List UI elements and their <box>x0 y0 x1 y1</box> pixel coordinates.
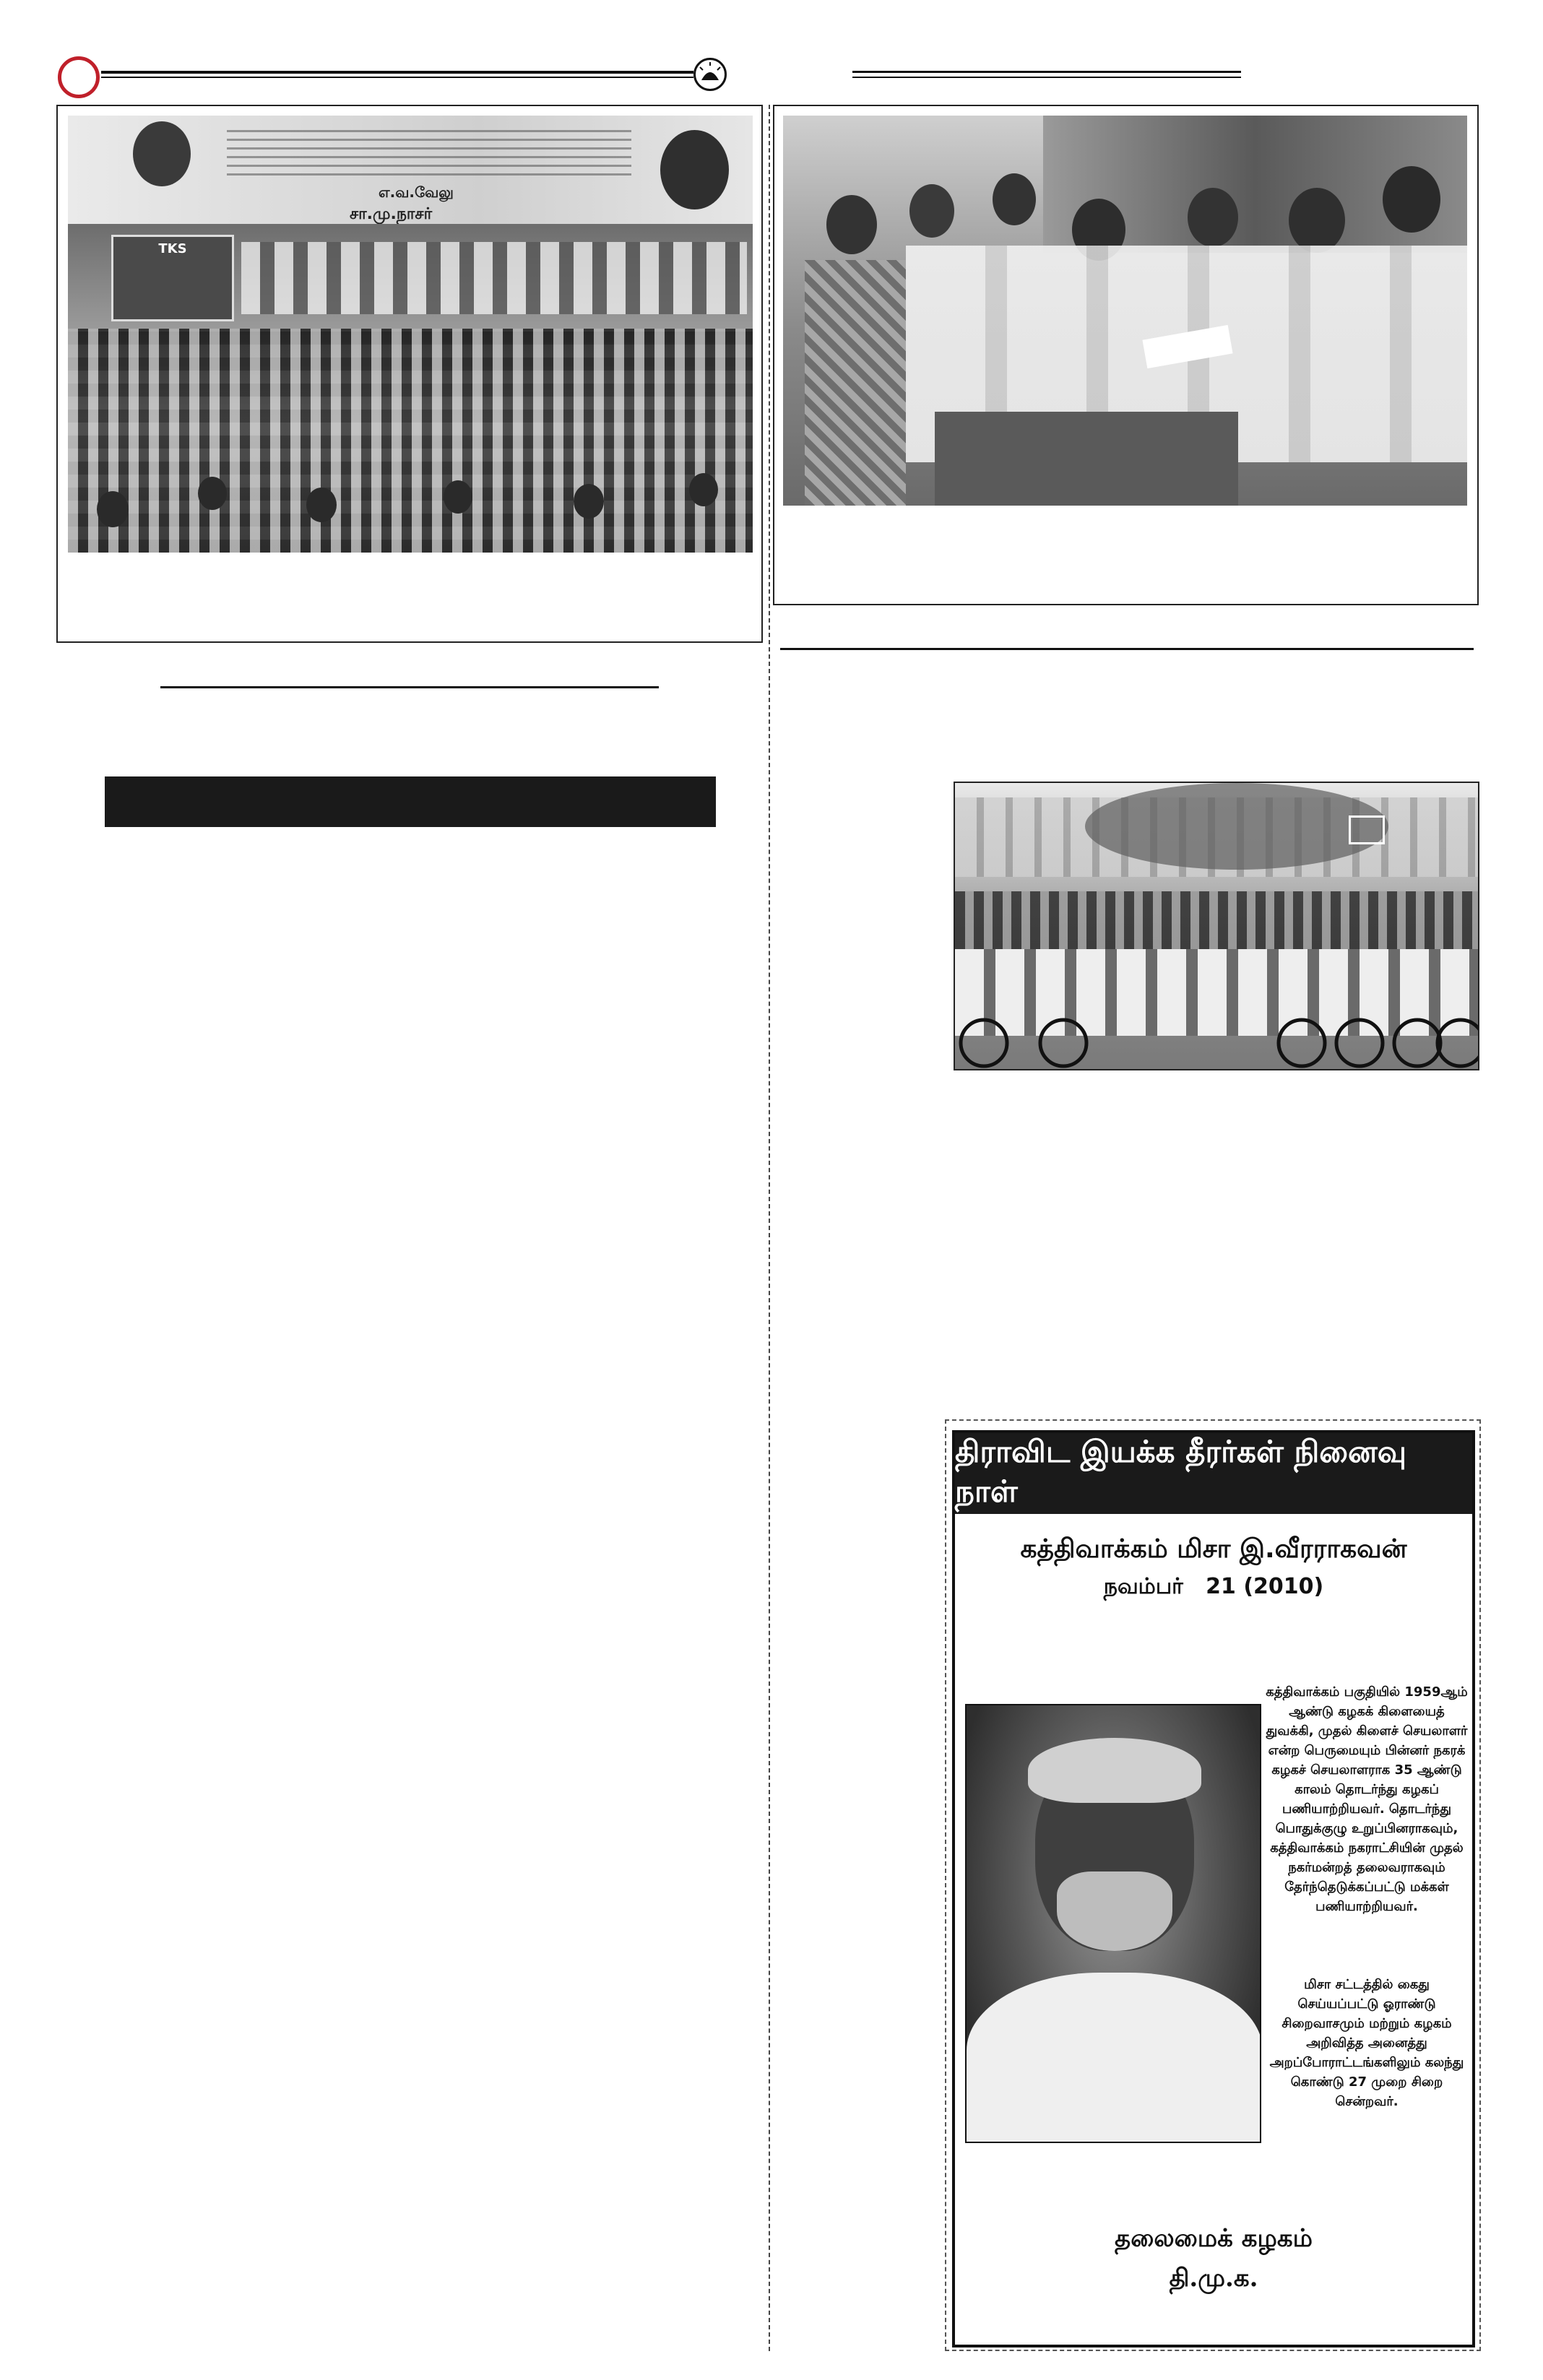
tribute-bio-2: மிசா சட்டத்தில் கைது செய்யப்பட்டு ஓராண்டு சிறைவாசமும் மற்றும் கழகம் அறிவித்த அனைத்து அறப்போராட்டங்களிலும் கலந்து கொண்டு 27 முறை சிறை சென்றவர். <box>1269 1977 1464 2109</box>
saree-figure <box>805 260 906 506</box>
page-mark-icon <box>58 56 100 98</box>
left-headline-rule <box>160 686 659 688</box>
tribute-heading: திராவிட இயக்க தீரர்கள் நினைவு நாள் <box>955 1434 1406 1509</box>
tribute-date: நவம்பர் 21 (2010) <box>1103 1574 1324 1599</box>
portrait-beard <box>1057 1871 1172 1951</box>
person-head <box>826 195 877 254</box>
stage-banner-photo <box>68 116 753 329</box>
header-rule-left-top <box>101 71 693 74</box>
trees <box>1085 783 1388 870</box>
crowd-head <box>689 473 718 506</box>
crowd-head <box>198 477 227 510</box>
students-crowd <box>955 891 1479 956</box>
header-rule-left-bottom <box>101 77 693 78</box>
portrait-hair <box>1028 1738 1201 1803</box>
person-head <box>1188 188 1238 247</box>
portrait-photo <box>965 1704 1261 2143</box>
podium-label: TKS <box>158 241 187 256</box>
handover-photo <box>783 116 1467 506</box>
table-with-files <box>935 412 1238 506</box>
crowd-head <box>574 484 604 519</box>
tribute-box <box>952 1430 1475 2347</box>
banner-portrait-left <box>133 121 191 186</box>
bicycle-distribution-photo <box>954 782 1479 1070</box>
crowd-head <box>97 491 129 527</box>
tribute-footer-2: தி.மு.க. <box>1169 2264 1258 2293</box>
podium <box>111 235 234 321</box>
right-column-rule <box>780 648 1474 650</box>
crowd-head <box>306 488 337 522</box>
banner-portrait-right <box>660 130 729 209</box>
crowd-head <box>444 480 472 514</box>
tribute-footer-1: தலைமைக் கழகம் <box>1115 2224 1313 2253</box>
crowd-rows <box>68 329 753 553</box>
banner-name-2: சா.மு.நாசர் <box>350 205 433 223</box>
bicycles <box>955 1000 1479 1070</box>
banner-name-1: எ.வ.வேலு <box>379 183 454 201</box>
portrait-shirt <box>967 1973 1261 2143</box>
header-rule-right-bottom <box>852 77 1241 78</box>
rising-sun-emblem-icon <box>693 58 727 91</box>
column-divider <box>769 105 770 2351</box>
header-rule-right-top <box>852 71 1241 73</box>
tribute-name: கத்திவாக்கம் மிசா இ.வீரராகவன் <box>1020 1534 1407 1564</box>
left-headline-bar <box>105 776 716 827</box>
person-head <box>1383 166 1440 233</box>
tribute-bio-1: கத்திவாக்கம் பகுதியில் 1959ஆம் ஆண்டு கழகக் கிளையைத் துவக்கி, முதல் கிளைச் செயலாளர் என்ற பெருமையும் பின்னர் நகரக் கழகச் செயலாளராக 35 ஆண்டு காலம் தொடர்ந்து கழகப் பணியாற்றியவர். தொடர்ந்து பொதுக்குழு உறுப்பினராகவும், கத்திவாக்கம் நகராட்சியின் முதல் நகர்மன்றத் தலைவராகவும் தேர்ந்தெடுக்கப்பட்டு மக்கள் பணியாற்றியவர். <box>1266 1684 1468 1914</box>
stage-seated-figures <box>241 242 747 314</box>
person-head <box>993 173 1036 225</box>
banner-text-lines <box>227 130 631 181</box>
crowd-photo <box>68 329 753 553</box>
tribute-heading-bar <box>955 1433 1472 1514</box>
basketball-hoop <box>1349 815 1385 844</box>
person-head <box>909 184 954 238</box>
person-head <box>1289 188 1345 253</box>
